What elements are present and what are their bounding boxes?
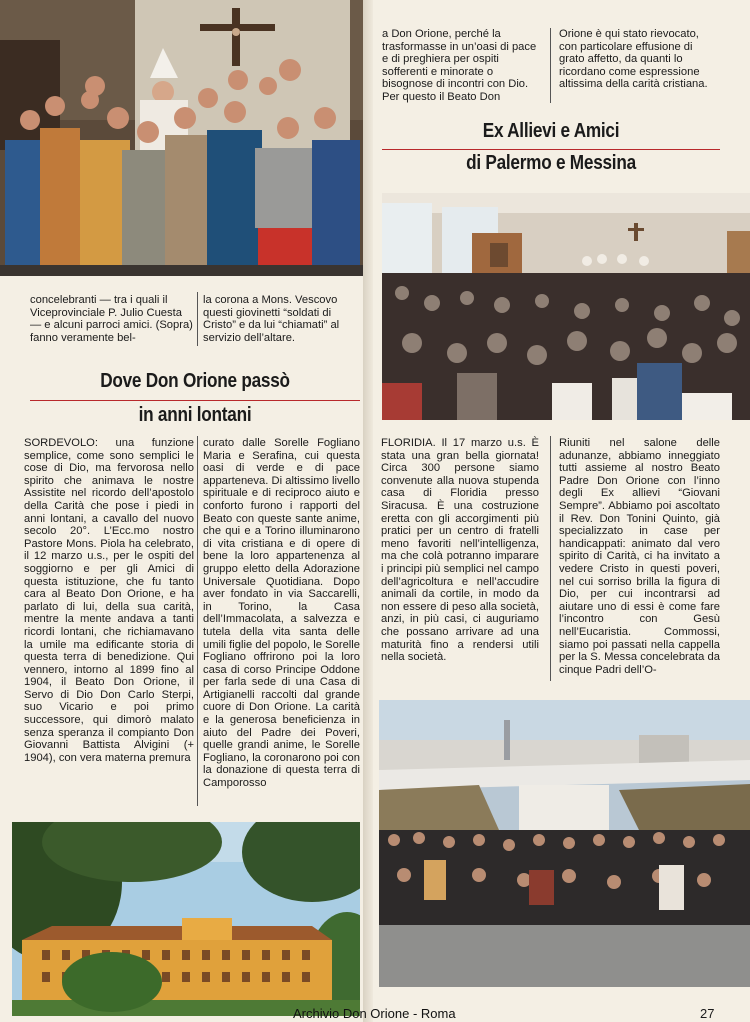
right-headline-line2: di Palermo e Messina (466, 152, 636, 174)
left-headline-line2: in anni lontani (138, 404, 252, 426)
left-headline-rule (30, 400, 360, 401)
photo-yellow-building (12, 822, 360, 1016)
right-top-divider (550, 28, 551, 103)
right-article-col1: FLORIDIA. Il 17 marzo u.s. È stata una gran bella giornata! Circa 300 persone siamo convenute alla nuova stupenda casa di Floridia presso Siracusa. È una costruzione eretta con gli accorgimenti più pratici per un centro di fratelli meno favoriti nell’intelligenza, ma che colà potranno imparare i principi più semplici nel campo dell’agricoltura e nell’accudire animali da cortile, in modo da non essere di peso alla società, anzi, in più casi, ci auguriamo che possano arrivare ad una maturità fino a rendersi utili nella società. (381, 437, 539, 664)
left-headline-line1: Dove Don Orione passò (100, 370, 290, 392)
archive-footer: Archivio Don Orione - Roma (293, 1006, 456, 1021)
page-gutter (363, 0, 373, 1022)
right-headline-rule (382, 149, 720, 150)
right-top-col2: Orione è qui stato rievocato, con particolare effusione di grato affetto, da quanti lo ricordano come espressione altissima della carità cristiana. (559, 28, 708, 91)
right-top-col1: a Don Orione, perché la trasformasse in un’oasi di pace e di preghiera per ospiti sofferenti e minorate o bisognose di incontri con Dio. Per questo il Beato Don (382, 28, 537, 103)
page-number: 27 (700, 1006, 715, 1021)
left-article-divider (197, 436, 198, 806)
left-article-col1: SORDEVOLO: una funzione semplice, come sono semplici le cose di Dio, ma fervorosa nello spirito che animava le nostre Assistite nel ricordo dell’apostolo della Carità che pose i piedi in anni lontani, a cavallo del nuovo secolo 20°. L’Ecc.mo nostro Pastore Mons. Piola ha celebrato, il 12 marzo u.s., per le ospiti del soggiorno e per gli Amici di questa istituzione, che fu tanto cara al Beato Don Orione, e ha parlato di lui, della sua carità, mentre la mente andava a tanti ricordi lontani, che richiamavano la umile ma edificante storia di questa terra di benedizione. Qui vennero, intorno al 1899 fino al 1904, il Beato Don Orione, il Servo di Dio Don Carlo Sterpi, suo Vicario e poi primo successore, qui dimorò malato senza speranza il compianto Don Giovanni Battista Alvigini (+ 1904), con vera materna premura (24, 437, 194, 764)
left-intro-col1: concelebranti — tra i quali il Viceprovinciale P. Julio Cuesta — e alcuni parroci amici. (Sopra) fanno veramente bel- (30, 294, 193, 344)
right-article-col2: Riuniti nel salone delle adunanze, abbiamo inneggiato tutti assieme al nostro Beato Padre Don Orione con l’inno degli Ex allievi “Giovani Sempre”. Abbiamo poi ascoltato il Rev. Don Tonini Quinto, già specializzato in case per handicappati: animato dal vero spirito di Carità, ci ha invitato a vedere Cristo in questi poveri, nel cui sorriso brilla la figura di Dio, per cui incontrarsi ad aiutare uno di essi è come fare l’incontro con Gesù nell’Eucaristia. Commossi, siamo poi passati nella cappella per la S. Messa concelebrata da cinque Padri dell’O- (559, 437, 720, 676)
photo-outdoor-group (379, 700, 750, 987)
left-article-col2: curato dalle Sorelle Fogliano Maria e Serafina, cui questa oasi di verde e di pace apparteneva. Di altissimo livello spirituale e di reciproco aiuto e conforto furono i rapporti del Beato con queste sante anime, che qui e a Torino illuminarono di vita cristiana e di opere di bene la loro appartenenza al gruppo eletto della Adorazione Universale Quotidiana. Dopo aver fondato in via Saccarelli, in Torino, la Casa dell’Immacolata, a salvezza e tutela della vita santa delle umili figlie del popolo, le Sorelle Fogliano offrirono poi la loro casa di corso Principe Oddone per farla sede di una Casa di Artigianelli raccolti dal grande cuore di Don Orione. La carità e la generosa beneficienza in aiuto del Padre dei Poveri, quelle grandi anime, le Sorelle Fogliano, la coronarono poi con la donazione di questa terra di Camporosso (203, 437, 360, 790)
left-intro-col2: la corona a Mons. Vescovo questi giovinetti “soldati di Cristo” e da lui “chiamati” al servizio dell’altare. (203, 294, 340, 344)
photo-assembly-hall (382, 193, 750, 420)
photo-bishop-with-boys (0, 0, 363, 276)
right-article-divider (550, 436, 551, 681)
left-intro-divider (197, 292, 198, 346)
right-headline-line1: Ex Allievi e Amici (482, 120, 620, 142)
